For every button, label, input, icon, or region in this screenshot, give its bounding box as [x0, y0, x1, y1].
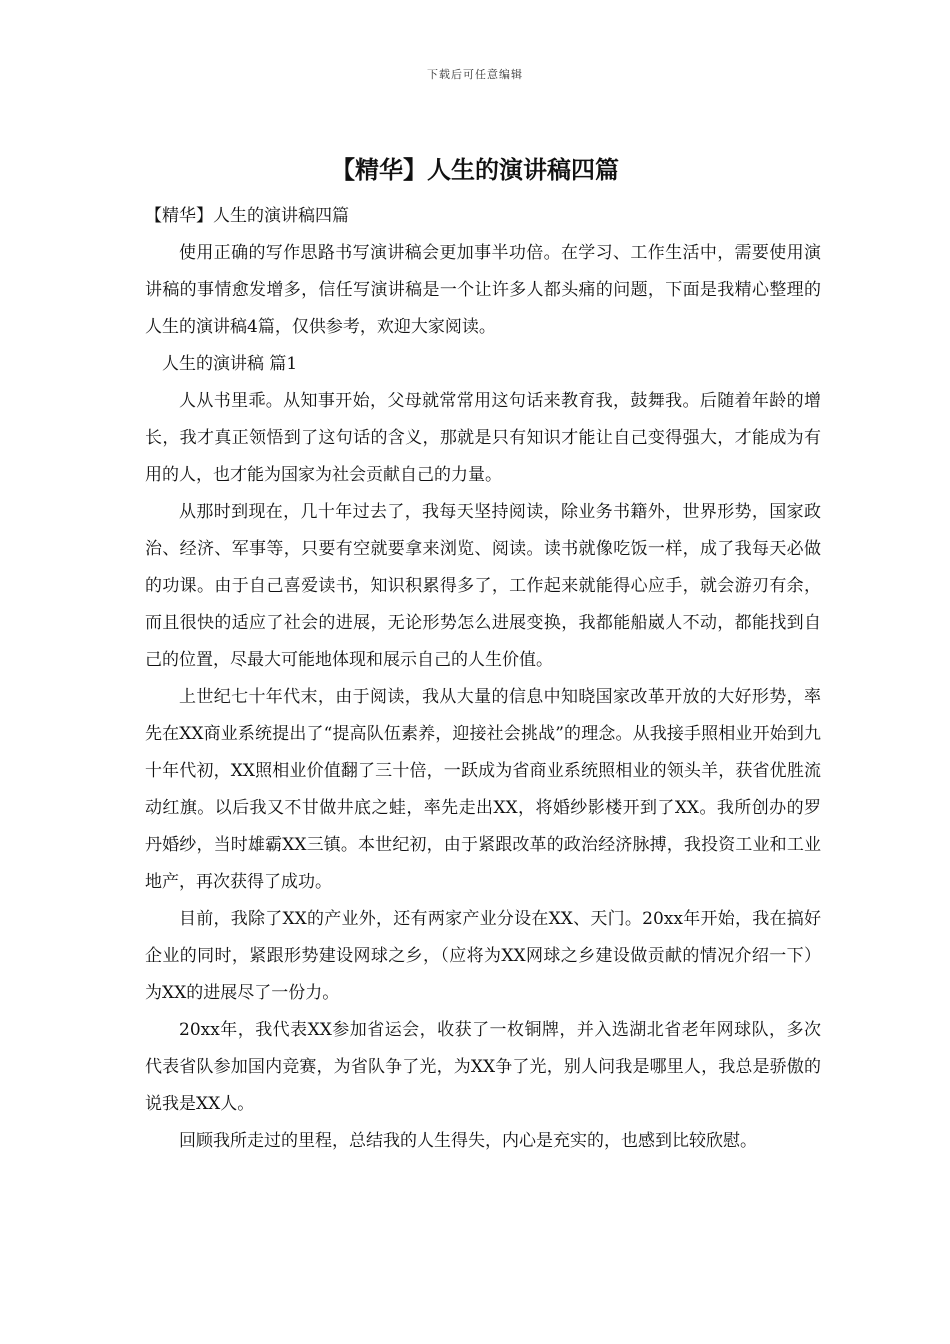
body-paragraph: 目前，我除了XX的产业外，还有两家产业分设在XX、天门。20xx年开始，我在搞好企业的同时，紧跟形势建设网球之乡，（应将为XX网球之乡建设做贡献的情况介绍一下）为XX的进展尽了一份力。: [145, 909, 821, 1003]
document-body: [145, 198, 821, 1160]
body-paragraph: 从那时到现在，几十年过去了，我每天坚持阅读，除业务书籍外，世界形势，国家政治、经济、军事等，只要有空就要拿来浏览、阅读。读书就像吃饭一样，成了我每天必做的功课。由于自己喜爱读书，知识积累得多了，工作起来就能得心应手，就会游刃有余，而且很快的适应了社会的进展，无论形势怎么进展变换，我都能船崴人不动，都能找到自己的位置，尽最大可能地体现和展示自己的人生价值。: [145, 502, 821, 670]
body-paragraph: 人从书里乖。从知事开始，父母就常常用这句话来教育我，鼓舞我。后随着年龄的增长，我才真正领悟到了这句话的含义，那就是只有知识才能让自己变得强大，才能成为有用的人，也才能为国家为社会贡献自己的力量。: [145, 391, 821, 485]
body-paragraph: 上世纪七十年代末，由于阅读，我从大量的信息中知晓国家改革开放的大好形势，率先在XX商业系统提出了“提高队伍素养，迎接社会挑战”的理念。从我接手照相业开始到九十年代初，XX照相业价值翻了三十倍，一跃成为省商业系统照相业的领头羊，获省优胜流动红旗。以后我又不甘做井底之蛙，率先走出XX，将婚纱影楼开到了XX。我所创办的罗丹婚纱，当时雄霸XX三镇。本世纪初，由于紧跟改革的政治经济脉搏，我投资工业和工业地产，再次获得了成功。: [145, 687, 821, 892]
section-heading: 人生的演讲稿 篇1: [162, 354, 298, 374]
document-title: 【精华】人生的演讲稿四篇: [331, 156, 619, 184]
intro-paragraph: 使用正确的写作思路书写演讲稿会更加事半功倍。在学习、工作生活中，需要使用演讲稿的事情愈发增多，信任写演讲稿是一个让许多人都头痛的问题，下面是我精心整理的人生的演讲稿4篇，仅供参考，欢迎大家阅读。: [145, 243, 821, 337]
body-paragraph: 回顾我所走过的里程，总结我的人生得失，内心是充实的，也感到比较欣慰。: [179, 1131, 757, 1151]
body-paragraph: 20xx年，我代表XX参加省运会，收获了一枚铜牌，并入选湖北省老年网球队，多次代表省队参加国内竞赛，为省队争了光，为XX争了光，别人问我是哪里人，我总是骄傲的说我是XX人。: [145, 1020, 821, 1114]
subtitle: 【精华】人生的演讲稿四篇: [145, 206, 349, 226]
page-header: 下载后可任意编辑: [427, 68, 523, 81]
